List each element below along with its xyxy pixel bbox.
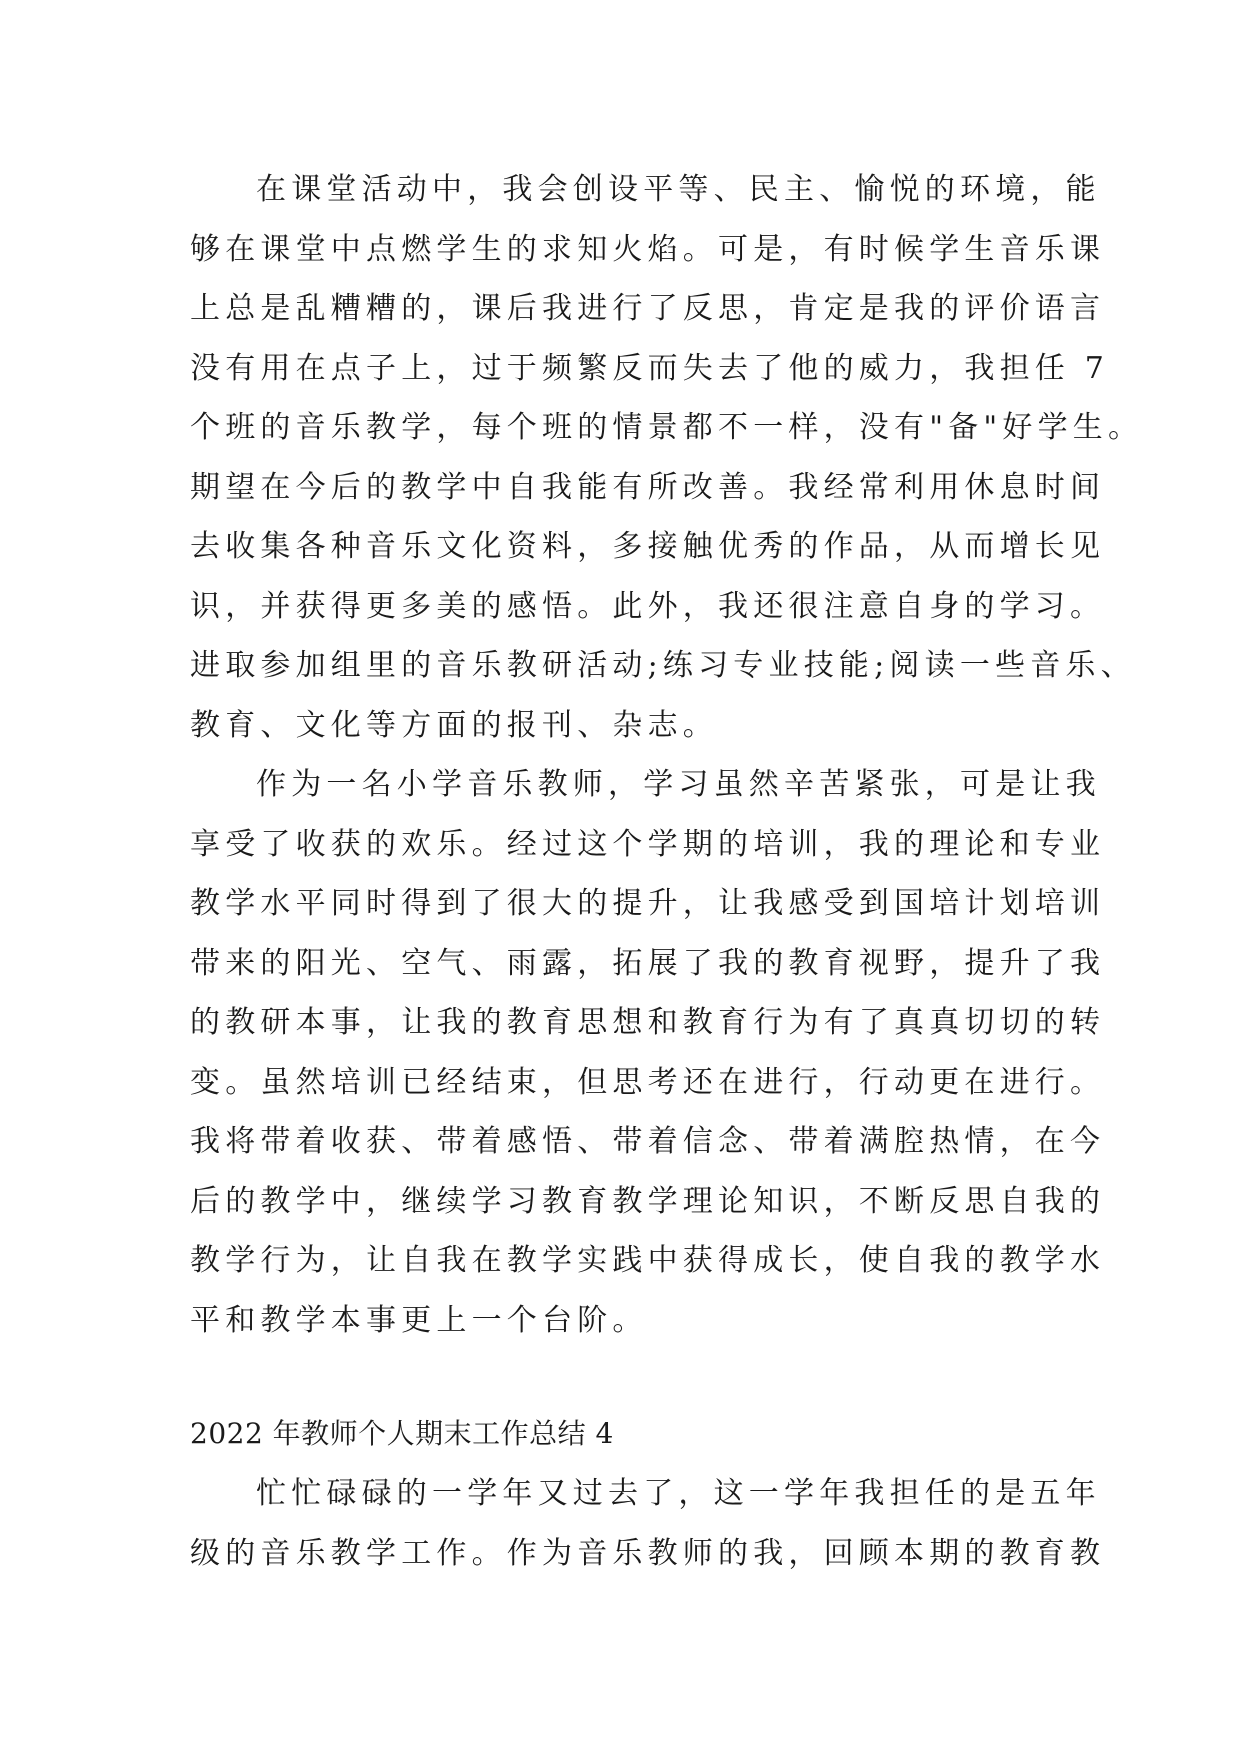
text-line: 级的音乐教学工作。作为音乐教师的我，回顾本期的教育教: [190, 1535, 1106, 1571]
text-line: 享受了收获的欢乐。经过这个学期的培训，我的理论和专业: [190, 826, 1106, 862]
text-line: 识，并获得更多美的感悟。此外，我还很注意自身的学习。: [190, 588, 1106, 624]
text-line: 后的教学中，继续学习教育教学理论知识，不断反思自我的: [190, 1183, 1106, 1219]
text-line: 去收集各种音乐文化资料，多接触优秀的作品，从而增长见: [190, 529, 1106, 564]
text-line: 变。虽然培训已经结束，但思考还在进行，行动更在进行。: [190, 1064, 1106, 1100]
text-line: 上总是乱糟糟的，课后我进行了反思，肯定是我的评价语言: [190, 291, 1106, 326]
text-line: 平和教学本事更上一个台阶。: [190, 1302, 648, 1338]
text-line: 带来的阳光、空气、雨露，拓展了我的教育视野，提升了我: [190, 945, 1106, 981]
section-gap: [190, 1350, 1060, 1380]
section-heading: 2022 年教师个人期末工作总结 4: [190, 1417, 614, 1450]
text-line: 教育、文化等方面的报刊、杂志。: [190, 707, 718, 743]
text-line: 进取参加组里的音乐教研活动;练习专业技能;阅读一些音乐、: [190, 648, 1136, 683]
text-line: 够在课堂中点燃学生的求知火焰。可是，有时候学生音乐课: [190, 231, 1106, 267]
text-line: 忙忙碌碌的一学年又过去了，这一学年我担任的是五年: [256, 1476, 1101, 1511]
text-line: 的教研本事，让我的教育思想和教育行为有了真真切切的转: [190, 1005, 1106, 1040]
text-line: 我将带着收获、带着感悟、带着信念、带着满腔热情，在今: [190, 1124, 1106, 1159]
text-line: 个班的音乐教学，每个班的情景都不一样，没有"备"好学生。: [190, 410, 1144, 445]
text-line: 教学水平同时得到了很大的提升，让我感受到国培计划培训: [190, 886, 1106, 921]
text-line: 作为一名小学音乐教师，学习虽然辛苦紧张，可是让我: [256, 767, 1101, 802]
text-line: 在课堂活动中，我会创设平等、民主、愉悦的环境，能: [256, 172, 1101, 207]
text-line: 期望在今后的教学中自我能有所改善。我经常利用休息时间: [190, 469, 1106, 505]
text-line: 没有用在点子上，过于频繁反而失去了他的威力，我担任 7: [190, 350, 1110, 386]
paragraph-2: [190, 755, 1106, 1350]
document-body: [190, 160, 1144, 1583]
text-line: 教学行为，让自我在教学实践中获得成长，使自我的教学水: [190, 1243, 1106, 1278]
paragraph-3: [190, 1464, 1106, 1583]
paragraph-1: [190, 160, 1144, 755]
